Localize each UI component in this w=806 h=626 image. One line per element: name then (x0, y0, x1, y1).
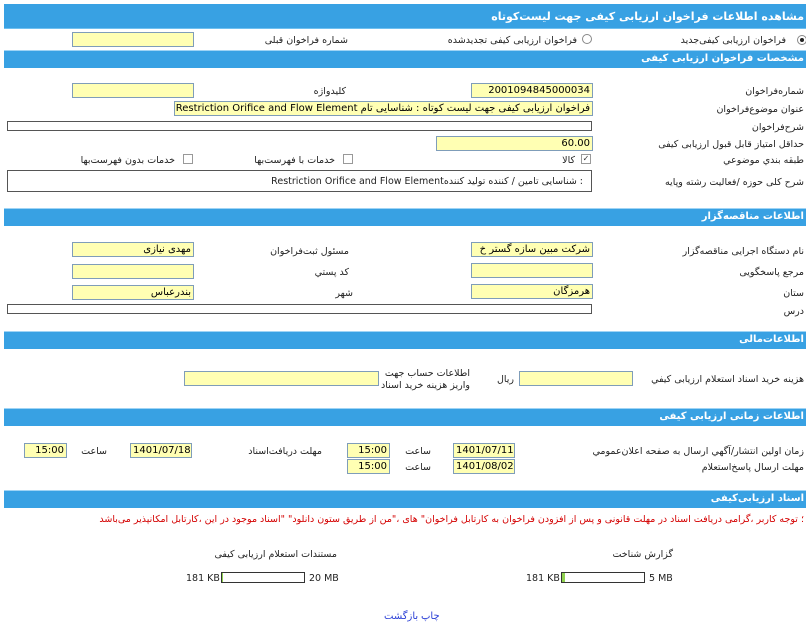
section-financial-title: اطلاعات‌مالی (739, 334, 804, 345)
label-reply-deadline: مهلت ارسال پاسخ‌استعلام (701, 462, 804, 473)
label-reply-hour: ساعت (405, 462, 431, 473)
section-timing (4, 408, 806, 426)
reference-field[interactable] (471, 263, 593, 278)
checkbox-services-listed[interactable] (343, 154, 353, 164)
doc2-progress-bar (221, 572, 305, 583)
receive-date-field[interactable]: 1401/07/18 (130, 443, 192, 458)
province-field[interactable]: هرمزگان (471, 284, 593, 299)
label-publish-hour: ساعت (405, 446, 431, 457)
label-services-unlisted: خدمات بدون فهرست‌بها (80, 155, 175, 166)
doc2-size: 181 KB (186, 573, 220, 584)
section-specs-title: مشخصات فراخوان ارزیابی کیفی (641, 53, 804, 64)
min-score-field[interactable]: 60.00 (436, 136, 593, 151)
doc1-progress-bar (561, 572, 645, 583)
receive-time-field[interactable]: 15:00 (24, 443, 67, 458)
subject-field[interactable]: فراخوان ارزیابی کیفی جهت لیست کوتاه : شناسایی تام Restriction Orifice and Flow Element (174, 101, 593, 116)
page-title: مشاهده اطلاعات فراخوان ارزیابی کیفی جهت لیست‌کوتاه (491, 10, 804, 23)
label-keyword: کلیدواژه (313, 86, 346, 97)
label-publish-time: زمان اولین انتشار/آگهي ارسال به صفحه اعلان‌عمومي (592, 446, 804, 457)
label-new-call: فراخوان ارزیابی کیفی‌جدید (680, 35, 786, 46)
account-field[interactable] (184, 371, 379, 386)
radio-renewed-call[interactable] (582, 34, 592, 44)
doc1-title: گزارش شناخت (612, 549, 673, 560)
doc2-max-size: 20 MB (309, 573, 339, 584)
label-call-number: شماره‌فراخوان (745, 86, 804, 97)
label-previous-number: شماره فراخوان قبلی (264, 35, 348, 46)
reply-date-field[interactable]: 1401/08/02 (453, 459, 515, 474)
currency-label: ریال (496, 374, 514, 385)
label-province: ستان (783, 288, 804, 299)
keyword-field[interactable] (72, 83, 194, 98)
label-account-2: واریز هزینه خرید اسناد (381, 380, 470, 391)
doc1-size: 181 KB (526, 573, 560, 584)
reply-time-field[interactable]: 15:00 (347, 459, 390, 474)
label-receive-deadline: مهلت دریافت‌اسناد (248, 446, 322, 457)
doc1-progress-fill (562, 573, 565, 582)
back-link[interactable]: بازگشت (384, 611, 419, 622)
label-subject: عنوان موضوع‌فراخوان (716, 104, 804, 115)
doc2-title: مستندات استعلام ارزیابی کیفی (214, 549, 337, 560)
label-description: شرح‌فراخوان (751, 122, 804, 133)
page-header (4, 4, 806, 29)
section-organizer-title: اطلاعات مناقصه‌گزار (701, 211, 804, 222)
scope-text: : شناسایی تامین / کننده تولید کنندهRestriction Orifice and Flow Element (271, 176, 583, 187)
label-address: درس (783, 306, 804, 317)
city-field[interactable]: بندرعباس (72, 285, 194, 300)
label-services-listed: خدمات با فهرست‌بها (254, 155, 335, 166)
label-renewed-call: فراخوان ارزیابی کیفی تجدیدشده (447, 35, 577, 46)
postal-code-field[interactable] (72, 264, 194, 279)
description-box[interactable] (7, 121, 592, 131)
label-category: طبقه بندي موضوعي (723, 155, 804, 166)
label-postal-code: کد پستي (314, 267, 349, 278)
doc2-progress-fill (222, 573, 223, 582)
publish-time-field[interactable]: 15:00 (347, 443, 390, 458)
previous-number-field[interactable] (72, 32, 194, 47)
section-financial (4, 331, 806, 349)
label-registrar: مسئول ثبت‌فراخوان (270, 246, 349, 257)
download-notice: ؛ توجه کاربر ،گرامی دریافت اسناد در مهلت قانونی و پس از افزودن فراخوان به کارتابل فراخوان" های ،"من از طریق ستون دانلود" "اسناد موجود در این ،کارتابل امکانپذیر می‌باشد (99, 514, 804, 525)
label-organization: نام دستگاه اجرایی مناقصه‌گزار (682, 246, 804, 257)
label-city: شهر (335, 288, 353, 299)
label-reference: مرجع پاسخگویی (739, 267, 804, 278)
label-account-1: اطلاعات حساب جهت (384, 368, 470, 379)
section-timing-title: اطلاعات زمانی ارزیابی کیفی (659, 411, 804, 422)
fee-field[interactable] (519, 371, 633, 386)
radio-new-call[interactable] (797, 35, 806, 45)
section-specs (4, 50, 806, 68)
scope-box[interactable] (7, 170, 592, 192)
organization-field[interactable]: شرکت مبین سازه گستر خ (471, 242, 593, 257)
label-receive-hour: ساعت (81, 446, 107, 457)
publish-date-field[interactable]: 1401/07/11 (453, 443, 515, 458)
checkbox-services-unlisted[interactable] (183, 154, 193, 164)
section-documents (4, 490, 806, 508)
label-scope: شرح کلی حوزه /فعالیت رشته وپایه (664, 177, 804, 188)
registrar-field[interactable]: مهدی نیازی (72, 242, 194, 257)
label-fee: هزینه خرید اسناد استعلام ارزیابی کیفي (651, 374, 804, 385)
address-box[interactable] (7, 304, 592, 314)
section-organizer (4, 208, 806, 226)
print-link[interactable]: چاپ (421, 611, 440, 622)
label-goods: کالا (562, 155, 575, 166)
call-number-field[interactable]: 2001094845000034 (471, 83, 593, 98)
section-documents-title: اسناد ارزیابی‌کیفی (710, 493, 804, 504)
label-min-score: حداقل امتیاز قابل قبول ارزیابی کیفی (658, 139, 804, 150)
checkbox-goods[interactable]: ✓ (582, 154, 590, 163)
doc1-max-size: 5 MB (649, 573, 673, 584)
